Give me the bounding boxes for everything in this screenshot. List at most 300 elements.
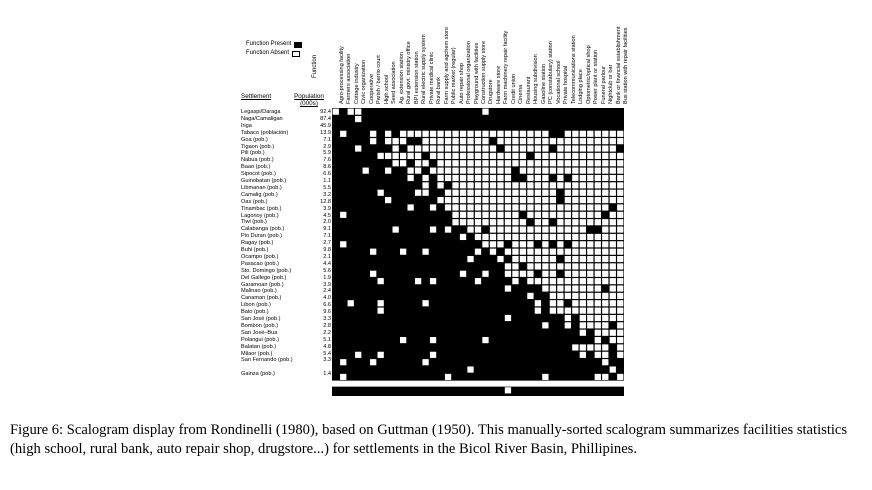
absent-cell bbox=[542, 322, 548, 328]
absent-cell bbox=[445, 153, 451, 159]
settlement-population: 7.1 bbox=[323, 233, 331, 240]
absent-cell bbox=[550, 182, 556, 188]
absent-cell bbox=[415, 131, 421, 137]
absent-cell bbox=[565, 308, 571, 314]
absent-cell bbox=[557, 285, 563, 291]
absent-cell bbox=[602, 226, 608, 232]
absent-cell bbox=[497, 160, 503, 166]
absent-cell bbox=[565, 315, 571, 321]
absent-cell bbox=[393, 153, 399, 159]
absent-cell bbox=[460, 271, 466, 277]
absent-cell bbox=[580, 168, 586, 174]
absent-cell bbox=[535, 226, 541, 232]
absent-cell bbox=[565, 271, 571, 277]
absent-cell bbox=[542, 153, 548, 159]
settlement-name: Calabanga (pob.) bbox=[241, 226, 285, 233]
absent-cell bbox=[587, 285, 593, 291]
settlement-population: 9.6 bbox=[323, 309, 331, 316]
absent-cell bbox=[385, 138, 391, 144]
absent-cell bbox=[557, 293, 563, 299]
absent-cell bbox=[535, 153, 541, 159]
function-label: Rural govt. ministry office bbox=[406, 41, 413, 104]
absent-cell bbox=[407, 131, 413, 137]
absent-cell bbox=[580, 293, 586, 299]
absent-cell bbox=[407, 204, 413, 210]
absent-cell bbox=[370, 359, 376, 365]
absent-cell bbox=[505, 212, 511, 218]
absent-cell bbox=[595, 212, 601, 218]
absent-cell bbox=[580, 204, 586, 210]
absent-cell bbox=[535, 182, 541, 188]
absent-cell bbox=[512, 145, 518, 151]
absent-cell bbox=[520, 190, 526, 196]
absent-cell bbox=[595, 219, 601, 225]
absent-cell bbox=[580, 197, 586, 203]
absent-cell bbox=[572, 175, 578, 181]
absent-cell bbox=[467, 168, 473, 174]
absent-cell bbox=[460, 219, 466, 225]
absent-cell bbox=[482, 204, 488, 210]
absent-cell bbox=[587, 271, 593, 277]
absent-cell bbox=[602, 293, 608, 299]
absent-cell bbox=[482, 160, 488, 166]
absent-cell bbox=[610, 212, 616, 218]
absent-cell bbox=[542, 278, 548, 284]
absent-cell bbox=[602, 271, 608, 277]
absent-cell bbox=[497, 197, 503, 203]
absent-cell bbox=[452, 219, 458, 225]
absent-cell bbox=[602, 182, 608, 188]
absent-cell bbox=[430, 153, 436, 159]
settlement-population: 5.9 bbox=[323, 150, 331, 157]
absent-cell bbox=[595, 330, 601, 336]
absent-cell bbox=[587, 256, 593, 262]
function-label: PC (constabulary) station bbox=[548, 41, 555, 104]
absent-cell bbox=[460, 234, 466, 240]
absent-cell bbox=[407, 145, 413, 151]
absent-cell bbox=[595, 160, 601, 166]
absent-cell bbox=[520, 168, 526, 174]
settlement-name: Pili (pob.) bbox=[241, 150, 265, 157]
absent-cell bbox=[580, 352, 586, 358]
absent-cell bbox=[542, 271, 548, 277]
absent-cell bbox=[557, 168, 563, 174]
function-label: Ag. extension station bbox=[398, 52, 405, 104]
absent-cell bbox=[580, 190, 586, 196]
function-label: Funeral parlour bbox=[600, 66, 607, 104]
settlement-name: Sto. Domingo (pob.) bbox=[241, 267, 292, 274]
absent-cell bbox=[565, 197, 571, 203]
function-label: Playground with facilities bbox=[473, 42, 480, 104]
absent-cell bbox=[505, 204, 511, 210]
absent-cell bbox=[580, 285, 586, 291]
absent-cell bbox=[557, 212, 563, 218]
absent-cell bbox=[452, 175, 458, 181]
absent-cell bbox=[580, 234, 586, 240]
absent-cell bbox=[430, 145, 436, 151]
absent-cell bbox=[445, 190, 451, 196]
absent-cell bbox=[430, 278, 436, 284]
settlement-population: 9.8 bbox=[323, 247, 331, 253]
absent-cell bbox=[610, 293, 616, 299]
settlement-name: Bato (pob.) bbox=[241, 309, 269, 316]
absent-cell bbox=[587, 182, 593, 188]
absent-cell bbox=[610, 278, 616, 284]
absent-cell bbox=[580, 344, 586, 350]
absent-cell bbox=[460, 160, 466, 166]
settlement-name: Milaor (pob.) bbox=[241, 350, 273, 357]
absent-cell bbox=[580, 263, 586, 269]
absent-cell bbox=[535, 131, 541, 137]
absent-cell bbox=[490, 219, 496, 225]
absent-cell bbox=[617, 226, 623, 232]
absent-cell bbox=[475, 153, 481, 159]
settlement-header: Settlement bbox=[241, 93, 272, 100]
absent-cell bbox=[572, 219, 578, 225]
absent-cell bbox=[490, 182, 496, 188]
absent-cell bbox=[505, 249, 511, 255]
absent-cell bbox=[572, 241, 578, 247]
settlement-population: 4.0 bbox=[323, 295, 331, 302]
absent-cell bbox=[557, 278, 563, 284]
absent-cell bbox=[550, 190, 556, 196]
absent-cell bbox=[407, 168, 413, 174]
absent-cell bbox=[467, 160, 473, 166]
absent-cell bbox=[527, 293, 533, 299]
absent-cell bbox=[520, 131, 526, 137]
absent-cell bbox=[542, 204, 548, 210]
absent-cell bbox=[535, 168, 541, 174]
absent-cell bbox=[617, 241, 623, 247]
absent-cell bbox=[617, 271, 623, 277]
absent-cell bbox=[385, 168, 391, 174]
settlement-name: Naga/Camaligan bbox=[241, 115, 283, 122]
absent-cell bbox=[512, 226, 518, 232]
absent-cell bbox=[602, 175, 608, 181]
settlement-population: 3.3 bbox=[323, 316, 331, 322]
absent-cell bbox=[460, 168, 466, 174]
absent-cell bbox=[595, 300, 601, 306]
absent-cell bbox=[542, 190, 548, 196]
absent-cell bbox=[422, 300, 428, 306]
absent-cell bbox=[610, 138, 616, 144]
absent-cell bbox=[535, 204, 541, 210]
absent-cell bbox=[460, 197, 466, 203]
absent-cell bbox=[467, 138, 473, 144]
legend-present-swatch bbox=[294, 42, 302, 48]
absent-cell bbox=[445, 138, 451, 144]
absent-cell bbox=[505, 387, 511, 393]
absent-cell bbox=[490, 131, 496, 137]
absent-cell bbox=[490, 175, 496, 181]
absent-cell bbox=[505, 226, 511, 232]
function-label: High school bbox=[383, 74, 390, 104]
absent-cell bbox=[452, 153, 458, 159]
absent-cell bbox=[505, 160, 511, 166]
absent-cell bbox=[512, 241, 518, 247]
absent-cell bbox=[572, 344, 578, 350]
absent-cell bbox=[565, 204, 571, 210]
absent-cell bbox=[602, 278, 608, 284]
function-label: Vocational school bbox=[555, 60, 562, 104]
absent-cell bbox=[617, 337, 623, 343]
settlement-population: 2.0 bbox=[323, 219, 331, 226]
absent-cell bbox=[467, 366, 473, 372]
absent-cell bbox=[333, 109, 339, 115]
absent-cell bbox=[617, 234, 623, 240]
absent-cell bbox=[602, 204, 608, 210]
absent-cell bbox=[580, 308, 586, 314]
absent-cell bbox=[452, 138, 458, 144]
absent-cell bbox=[527, 168, 533, 174]
scalogram-matrix bbox=[332, 108, 626, 398]
absent-cell bbox=[587, 249, 593, 255]
absent-cell bbox=[355, 116, 361, 122]
absent-cell bbox=[580, 241, 586, 247]
absent-cell bbox=[557, 138, 563, 144]
absent-cell bbox=[512, 190, 518, 196]
absent-cell bbox=[505, 285, 511, 291]
settlement-name: Tigaon (pob.) bbox=[241, 143, 275, 150]
absent-cell bbox=[512, 131, 518, 137]
absent-cell bbox=[527, 226, 533, 232]
absent-cell bbox=[565, 168, 571, 174]
absent-cell bbox=[587, 190, 593, 196]
absent-cell bbox=[602, 344, 608, 350]
absent-cell bbox=[535, 175, 541, 181]
absent-cell bbox=[602, 160, 608, 166]
absent-cell bbox=[422, 160, 428, 166]
absent-cell bbox=[422, 182, 428, 188]
absent-cell bbox=[482, 234, 488, 240]
absent-cell bbox=[550, 234, 556, 240]
function-label: Seed association bbox=[391, 61, 398, 104]
settlement-name: Buhi (pob.) bbox=[241, 247, 269, 253]
absent-cell bbox=[617, 153, 623, 159]
absent-cell bbox=[460, 145, 466, 151]
settlement-population: 3.9 bbox=[323, 205, 331, 212]
absent-cell bbox=[587, 241, 593, 247]
absent-cell bbox=[580, 271, 586, 277]
absent-cell bbox=[602, 190, 608, 196]
absent-cell bbox=[572, 190, 578, 196]
absent-cell bbox=[557, 241, 563, 247]
absent-cell bbox=[617, 182, 623, 188]
absent-cell bbox=[497, 226, 503, 232]
absent-cell bbox=[602, 330, 608, 336]
absent-cell bbox=[572, 160, 578, 166]
settlement-population: 13.9 bbox=[320, 129, 331, 136]
absent-cell bbox=[610, 131, 616, 137]
absent-cell bbox=[497, 153, 503, 159]
absent-cell bbox=[595, 278, 601, 284]
absent-cell bbox=[595, 249, 601, 255]
settlement-name: Gainza (pob.) bbox=[241, 371, 275, 378]
absent-cell bbox=[617, 204, 623, 210]
absent-cell bbox=[595, 256, 601, 262]
absent-cell bbox=[437, 175, 443, 181]
absent-cell bbox=[610, 197, 616, 203]
absent-cell bbox=[475, 175, 481, 181]
absent-cell bbox=[475, 131, 481, 137]
absent-cell bbox=[467, 145, 473, 151]
absent-cell bbox=[565, 226, 571, 232]
function-label: Gasoline station bbox=[540, 63, 547, 104]
absent-cell bbox=[535, 197, 541, 203]
absent-cell bbox=[550, 285, 556, 291]
absent-cell bbox=[512, 278, 518, 284]
settlement-population: 7.1 bbox=[323, 136, 331, 143]
absent-cell bbox=[557, 204, 563, 210]
absent-cell bbox=[475, 197, 481, 203]
absent-cell bbox=[572, 182, 578, 188]
settlement-population: 2.8 bbox=[323, 322, 331, 329]
absent-cell bbox=[512, 138, 518, 144]
absent-cell bbox=[475, 190, 481, 196]
absent-cell bbox=[602, 315, 608, 321]
absent-cell bbox=[610, 308, 616, 314]
absent-cell bbox=[430, 131, 436, 137]
absent-cell bbox=[565, 322, 571, 328]
absent-cell bbox=[512, 219, 518, 225]
absent-cell bbox=[490, 197, 496, 203]
absent-cell bbox=[595, 241, 601, 247]
absent-cell bbox=[505, 182, 511, 188]
absent-cell bbox=[595, 168, 601, 174]
absent-cell bbox=[572, 131, 578, 137]
absent-cell bbox=[505, 219, 511, 225]
absent-cell bbox=[467, 197, 473, 203]
absent-cell bbox=[572, 153, 578, 159]
absent-cell bbox=[580, 330, 586, 336]
absent-cell bbox=[497, 182, 503, 188]
settlement-name: Iriga bbox=[241, 122, 252, 129]
absent-cell bbox=[520, 153, 526, 159]
absent-cell bbox=[505, 138, 511, 144]
absent-cell bbox=[512, 256, 518, 262]
absent-cell bbox=[520, 138, 526, 144]
absent-cell bbox=[550, 308, 556, 314]
settlement-name: Tabaco (población) bbox=[241, 129, 289, 136]
absent-cell bbox=[610, 153, 616, 159]
absent-cell bbox=[512, 271, 518, 277]
absent-cell bbox=[542, 212, 548, 218]
absent-cell bbox=[415, 278, 421, 284]
absent-cell bbox=[557, 182, 563, 188]
settlement-name: Sipocot (pob.) bbox=[241, 171, 276, 178]
absent-cell bbox=[580, 300, 586, 306]
settlement-population: 4.8 bbox=[323, 343, 331, 350]
absent-cell bbox=[602, 322, 608, 328]
absent-cell bbox=[587, 315, 593, 321]
absent-cell bbox=[550, 249, 556, 255]
absent-cell bbox=[370, 131, 376, 137]
absent-cell bbox=[415, 190, 421, 196]
absent-cell bbox=[520, 234, 526, 240]
absent-cell bbox=[497, 234, 503, 240]
absent-cell bbox=[520, 249, 526, 255]
absent-cell bbox=[617, 374, 623, 380]
absent-cell bbox=[542, 219, 548, 225]
absent-cell bbox=[422, 175, 428, 181]
absent-cell bbox=[482, 190, 488, 196]
absent-cell bbox=[452, 168, 458, 174]
absent-cell bbox=[527, 160, 533, 166]
settlement-name: Baao (pob.) bbox=[241, 164, 271, 171]
absent-cell bbox=[587, 168, 593, 174]
absent-cell bbox=[348, 300, 354, 306]
absent-cell bbox=[385, 197, 391, 203]
absent-cell bbox=[340, 241, 346, 247]
absent-cell bbox=[445, 145, 451, 151]
absent-cell bbox=[617, 212, 623, 218]
absent-cell bbox=[557, 263, 563, 269]
settlement-population: 2.2 bbox=[323, 329, 331, 336]
absent-cell bbox=[535, 249, 541, 255]
absent-cell bbox=[512, 234, 518, 240]
absent-cell bbox=[572, 293, 578, 299]
absent-cell bbox=[617, 138, 623, 144]
absent-cell bbox=[617, 131, 623, 137]
settlement-population: 2.1 bbox=[323, 253, 331, 260]
settlement-population: 4.5 bbox=[323, 212, 331, 219]
absent-cell bbox=[595, 315, 601, 321]
function-label: Optometric/optical shop bbox=[585, 45, 592, 104]
absent-cell bbox=[565, 263, 571, 269]
absent-cell bbox=[385, 153, 391, 159]
absent-cell bbox=[610, 256, 616, 262]
absent-cell bbox=[587, 197, 593, 203]
absent-cell bbox=[617, 300, 623, 306]
absent-cell bbox=[415, 168, 421, 174]
absent-cell bbox=[415, 153, 421, 159]
absent-cell bbox=[497, 256, 503, 262]
function-label: Cooperative bbox=[368, 73, 375, 104]
settlement-name: Guinobatan (pob.) bbox=[241, 178, 287, 184]
function-label: Farmers association bbox=[346, 53, 353, 104]
absent-cell bbox=[497, 204, 503, 210]
absent-cell bbox=[527, 175, 533, 181]
settlement-population: 92.4 bbox=[320, 109, 331, 115]
absent-cell bbox=[520, 204, 526, 210]
absent-cell bbox=[467, 131, 473, 137]
absent-cell bbox=[610, 145, 616, 151]
absent-cell bbox=[595, 322, 601, 328]
absent-cell bbox=[400, 138, 406, 144]
absent-cell bbox=[505, 271, 511, 277]
absent-cell bbox=[580, 160, 586, 166]
absent-cell bbox=[445, 204, 451, 210]
absent-cell bbox=[557, 249, 563, 255]
function-label: Farm supply and agchem store bbox=[443, 26, 450, 104]
absent-cell bbox=[475, 234, 481, 240]
absent-cell bbox=[617, 322, 623, 328]
absent-cell bbox=[535, 263, 541, 269]
absent-cell bbox=[572, 145, 578, 151]
absent-cell bbox=[580, 131, 586, 137]
absent-cell bbox=[595, 175, 601, 181]
absent-cell bbox=[467, 153, 473, 159]
absent-cell bbox=[467, 256, 473, 262]
absent-cell bbox=[415, 145, 421, 151]
absent-cell bbox=[565, 153, 571, 159]
settlement-name: Libon (pob.) bbox=[241, 302, 271, 309]
absent-cell bbox=[617, 263, 623, 269]
legend bbox=[246, 40, 302, 58]
absent-cell bbox=[617, 190, 623, 196]
absent-cell bbox=[550, 278, 556, 284]
absent-cell bbox=[550, 300, 556, 306]
